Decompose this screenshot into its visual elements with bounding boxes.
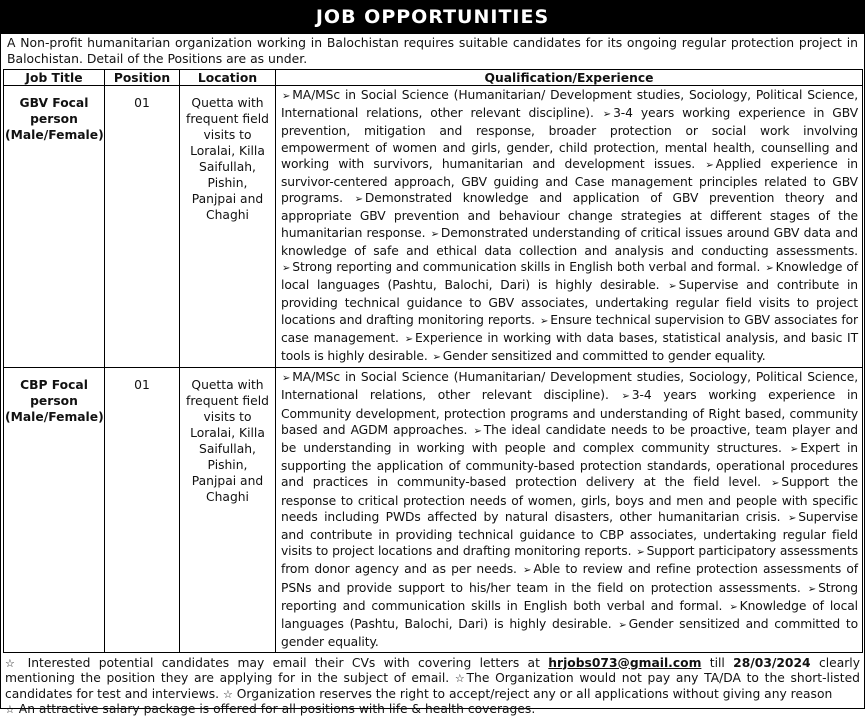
arrow-bullet-icon: ➢ (354, 194, 363, 206)
arrow-bullet-icon: ➢ (729, 601, 738, 613)
footer-salary-text: An attractive salary package is offered for all positions with life & health coverages. (18, 702, 536, 716)
intro-text: A Non-profit humanitarian organization working in Balochistan requires suitable candidates for its ongoing regular protection project in Balochistan. Detail of the Positions are as under. (7, 35, 858, 66)
header-qualification: Qualification/Experience (276, 70, 863, 86)
star-icon: ☆ (5, 656, 20, 670)
qualification-point: Supervise and contribute in providing technical guidance to GBV associates, undertaking regular field visits to project locations and drafting monitoring reports. (281, 278, 859, 327)
qualification-point: MA/MSc in Social Science (Humanitarian/ Development studies, Sociology, Political Science, International relations, other relevant discipline). (281, 370, 858, 403)
star-icon: ☆ (222, 687, 233, 701)
qualification-point: Able to review and refine protection assessments of PSNs and provide support to his/her team in the field on protection assessments. (281, 562, 859, 595)
arrow-bullet-icon: ➢ (432, 352, 441, 364)
header-job-title: Job Title (4, 70, 105, 86)
job-position: 01 (105, 86, 180, 368)
job-qualification (276, 86, 863, 368)
job-position: 01 (105, 368, 180, 652)
arrow-bullet-icon: ➢ (523, 565, 532, 577)
qualification-point: 3-4 years working experience in Community development, protection programs and understanding of Right based, community based and AGDM approaches. (281, 388, 858, 437)
star-icon: ☆ (454, 672, 467, 685)
job-title: GBV Focal person (Male/Female) (4, 86, 105, 368)
qualification-point: Strong reporting and communication skills in English both verbal and formal. (281, 580, 858, 613)
qualification-point: 3-4 years working experience in GBV prevention, mitigation and response, broader protection or social work involving empowerment of women and girls, gender, child protection, mental health, counselling and working with survivors, humanitarian and development issues. (281, 106, 859, 171)
star-icon: ☆ (5, 703, 15, 716)
arrow-bullet-icon: ➢ (404, 333, 413, 345)
job-qualification (276, 368, 863, 652)
qualification-point: Knowledge of local languages (Pashtu, Balochi, Dari) is highly desirable. (281, 260, 858, 293)
footer-notes (1, 653, 864, 718)
qualification-point: Knowledge of local languages (Pashtu, Balochi, Dari) is highly desirable. (281, 598, 859, 632)
qualification-point: Gender sensitized and committed to gender equality. (442, 349, 766, 364)
positions-table (3, 69, 863, 653)
footer-rights-text: Organization reserves the right to accept/reject any or all applications without giving any reason (236, 686, 833, 701)
arrow-bullet-icon: ➢ (282, 263, 291, 275)
arrow-bullet-icon: ➢ (618, 620, 627, 632)
qualification-point: Support the response to critical protection needs of women, girls, boys and men and people with specific needs including PWDs affected by natural disasters, other humanitarian crisis. (281, 475, 858, 524)
arrow-bullet-icon: ➢ (787, 512, 797, 524)
qualification-point: Gender sensitized and committed to gender equality. (281, 617, 858, 650)
qualification-point: Applied experience in survivor-centered approach, GBV guiding and Case management principles related to GBV programs. (281, 156, 858, 206)
arrow-bullet-icon: ➢ (765, 263, 774, 275)
qualification-point: Strong reporting and communication skills in English both verbal and formal. (292, 260, 761, 275)
footer-apply-text: Interested potential candidates may email their CVs with covering letters at (27, 655, 540, 670)
arrow-bullet-icon: ➢ (807, 583, 817, 595)
qualification-point: Expert in supporting the application of community-based protection standards, operational procedures and practices in community-based protection delivery at the field level. (281, 441, 858, 490)
contact-email-link[interactable]: hrjobs073@gmail.com (548, 655, 702, 670)
arrow-bullet-icon: ➢ (705, 159, 714, 171)
arrow-bullet-icon: ➢ (430, 228, 439, 240)
qualification-point: Supervise and contribute in providing technical guidance to CBP associates, undertaking regular field visits to project locations and drafting monitoring reports. (281, 509, 859, 559)
qualification-point: Demonstrated knowledge and application of GBV prevention theory and appropriate GBV prevention and behaviour change strategies at different stages of the humanitarian response. (281, 191, 859, 240)
table-header-row (4, 70, 863, 86)
arrow-bullet-icon: ➢ (539, 315, 549, 327)
header-position: Position (105, 70, 180, 86)
job-location: Quetta with frequent field visits to Loralai, Killa Saifullah, Pishin, Panjpai and Chaghi (180, 368, 276, 652)
arrow-bullet-icon: ➢ (602, 109, 612, 121)
banner-title: JOB OPPORTUNITIES (1, 1, 864, 34)
arrow-bullet-icon: ➢ (636, 547, 645, 559)
arrow-bullet-icon: ➢ (789, 444, 799, 456)
qualification-point: Ensure technical supervision to GBV associates for case management. (281, 312, 858, 345)
deadline-date: 28/03/2024 (733, 655, 811, 670)
qualification-point: Demonstrated understanding of critical issues around GBV data and knowledge of safe and ethical data collection and analysis and conducting assessments. (281, 225, 858, 258)
footer-till-text: till (709, 655, 725, 670)
table-row (4, 86, 863, 368)
qualification-point: MA/MSc in Social Science (Humanitarian/ Development studies, Sociology, Political Science, International relations, other relevant discipline). (281, 88, 858, 121)
arrow-bullet-icon: ➢ (473, 425, 482, 437)
arrow-bullet-icon: ➢ (621, 391, 630, 403)
arrow-bullet-icon: ➢ (282, 373, 291, 385)
arrow-bullet-icon: ➢ (668, 281, 677, 293)
job-title: CBP Focal person (Male/Female) (4, 368, 105, 652)
qualification-point: The ideal candidate needs to be proactive, team player and be understanding in working with people and complex community structures. (281, 422, 858, 456)
table-row (4, 368, 863, 652)
footer-tada-text: The Organization would not pay any TA/DA to the short-listed candidates for test and interviews. (5, 671, 860, 701)
arrow-bullet-icon: ➢ (770, 478, 780, 490)
header-location: Location (180, 70, 276, 86)
qualification-point: Support participatory assessments from donor agency and as per needs. (281, 544, 859, 577)
qualification-point: Experience in working with data bases, statistical analysis, and basic IT tools is highly desirable. (281, 330, 858, 364)
footer-subject-text: clearly mentioning the position they are applying for in the subject of email. (5, 655, 860, 685)
arrow-bullet-icon: ➢ (282, 91, 291, 102)
job-location: Quetta with frequent field visits to Loralai, Killa Saifullah, Pishin, Panjpai and Chaghi (180, 86, 276, 368)
